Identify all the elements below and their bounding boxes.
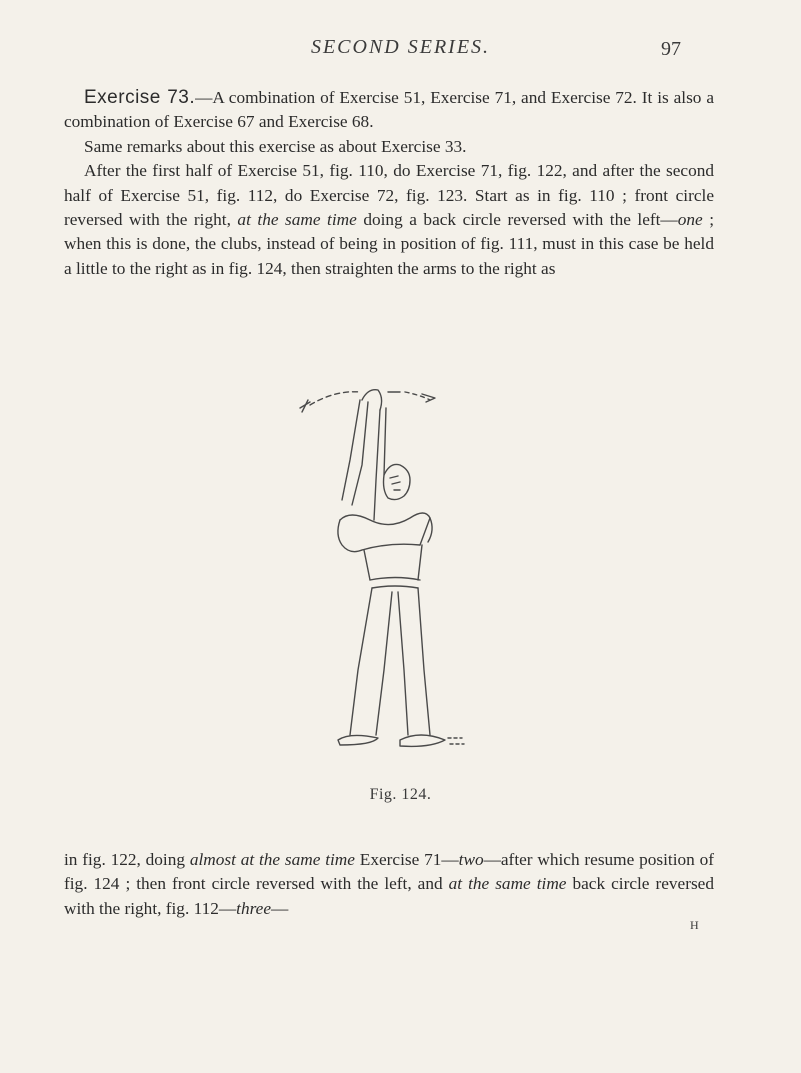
italic-run: at the same time <box>448 874 567 894</box>
paragraph-remarks <box>64 135 714 159</box>
signature-mark: H <box>690 918 699 932</box>
body-text-bottom <box>64 848 714 921</box>
text-run: — <box>271 898 289 918</box>
exercise-label: Exercise 73. <box>84 87 196 108</box>
text-run: back circle reversed with the right, fig. 112— <box>64 874 714 918</box>
text-run: Exercise 71— <box>354 850 459 869</box>
italic-run: three <box>236 898 272 918</box>
page-header <box>0 36 801 66</box>
italic-run: almost at the same time <box>189 850 355 869</box>
text-run: doing a back circle reversed with the left— <box>356 210 678 230</box>
paragraph-text: Same remarks about this exercise as about Exercise 33. <box>84 136 467 156</box>
italic-run: one <box>677 210 703 230</box>
running-head: SECOND SERIES. <box>310 36 491 58</box>
page-number: 97 <box>661 38 681 60</box>
italic-run: two <box>458 850 484 869</box>
text-run: in fig. 122, doing <box>64 850 190 869</box>
paragraph-instructions <box>64 159 714 281</box>
club-swinging-figure-illustration <box>280 370 530 770</box>
paragraph-text: —A combination of Exercise 51, Exercise 71, and Exercise 72. It is also a combination of Exercise 67 and Exercise 68. <box>64 88 714 132</box>
body-text-top <box>64 86 714 281</box>
italic-run: at the same time <box>237 210 357 230</box>
text-run: After the first half of Exercise 51, fig. 110, do Exercise 71, fig. 122, and after the second half of Exercise 51, fig. 112, do Exercise 72, fig. 123. Start as in fig. 110 ; front circle reversed with the right, <box>64 161 714 230</box>
figure-caption: Fig. 124. <box>369 786 432 803</box>
text-run: —after which resume position of fig. 124 ; then front circle reversed with the left, and <box>64 850 714 894</box>
figure-drawing <box>280 370 530 770</box>
paragraph-exercise-73 <box>64 86 714 135</box>
paragraph-continuation <box>64 848 714 921</box>
text-run: ; when this is done, the clubs, instead of being in position of fig. 111, must in this case be held a little to the right as in fig. 124, then straighten the arms to the right as <box>64 210 714 278</box>
